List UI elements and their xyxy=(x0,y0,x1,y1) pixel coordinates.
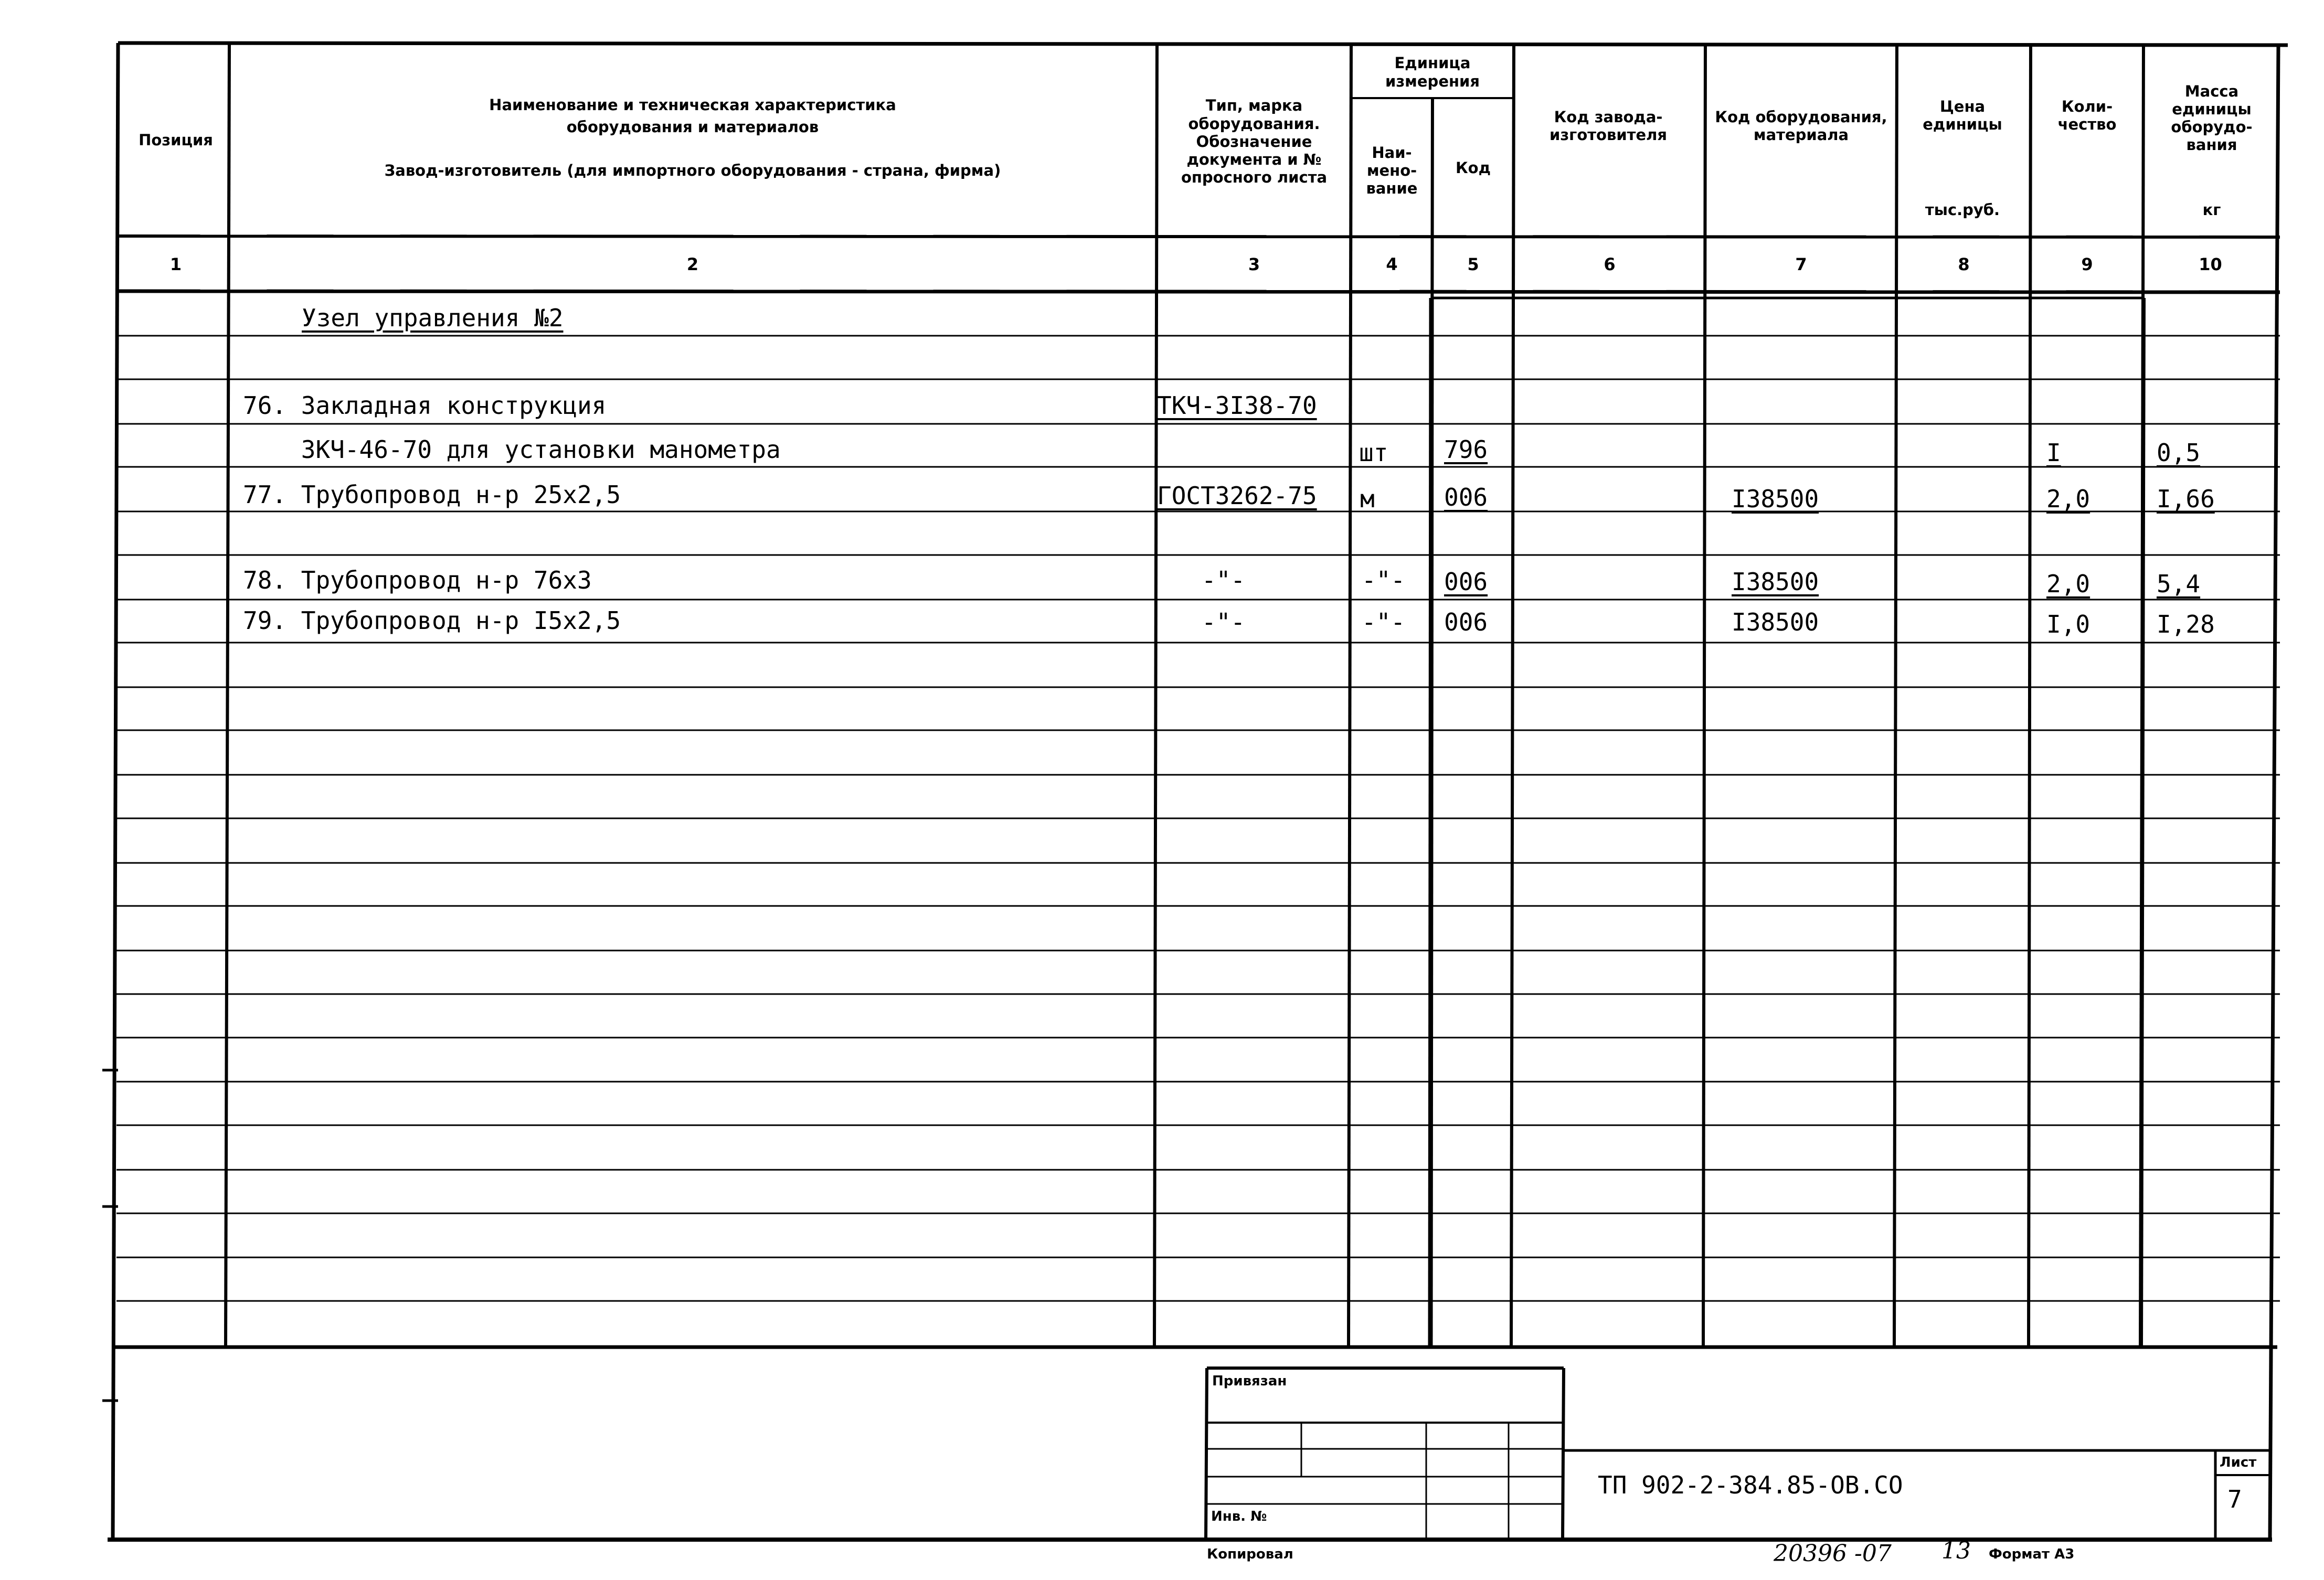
stamp-privyazan-label: Привязан xyxy=(1212,1373,1287,1389)
item-type: -"- xyxy=(1202,566,1246,594)
item-unit-code: 796 xyxy=(1444,435,1488,464)
item-mass: 0,5 xyxy=(2157,439,2201,467)
item-name: 77. Трубопровод н-р 25х2,5 xyxy=(243,481,621,509)
header-name-line1: Наименование и техническая характеристика xyxy=(489,95,896,114)
item-equipment-code: I38500 xyxy=(1732,568,1819,596)
header-name-line2: оборудования и материалов xyxy=(566,118,819,136)
item-unit-name: -"- xyxy=(1362,566,1406,594)
column-number: 2 xyxy=(686,254,699,274)
item-unit-code: 006 xyxy=(1444,483,1488,511)
header-position: Позиция xyxy=(139,131,213,149)
column-number: 6 xyxy=(1604,254,1616,274)
item-mass: I,28 xyxy=(2157,610,2215,638)
header-unit-mass: Масса единицы оборудо-вания xyxy=(2171,82,2253,154)
item-unit-name: -"- xyxy=(1362,608,1406,636)
column-number: 4 xyxy=(1386,254,1398,274)
item-mass: I,66 xyxy=(2157,485,2215,513)
column-number: 3 xyxy=(1248,254,1260,274)
column-number: 10 xyxy=(2199,254,2222,274)
item-type: ТКЧ-3I38-70 xyxy=(1157,391,1317,420)
item-type: ГОСТ3262-75 xyxy=(1157,482,1317,510)
column-number: 9 xyxy=(2081,254,2093,274)
column-number: 8 xyxy=(1958,254,1970,274)
header-unit-group: Единица измерения xyxy=(1385,54,1480,90)
header-type-mark: Тип, марка оборудования. Обозначение документа и № опросного листа xyxy=(1181,97,1328,187)
column-number: 5 xyxy=(1467,254,1479,274)
copied-by-label: Копировал xyxy=(1207,1546,1293,1562)
item-unit-name: шт xyxy=(1359,439,1388,467)
item-equipment-code: I38500 xyxy=(1732,608,1819,636)
header-unit-price: Цена единицы xyxy=(1923,97,2002,133)
sheet-label: Лист xyxy=(2220,1455,2257,1470)
header-quantity: Коли-чество xyxy=(2057,97,2117,133)
sheet-number: 7 xyxy=(2227,1485,2242,1513)
header-name-line3: Завод-изготовитель (для импортного оборудования - страна, фирма) xyxy=(384,161,1001,179)
item-mass: 5,4 xyxy=(2157,570,2201,598)
item-name: 76. Закладная конструкция xyxy=(243,391,607,420)
section-title: Узел управления №2 xyxy=(302,304,564,332)
format-label: Формат А3 xyxy=(1989,1546,2075,1562)
header-unit-code: Код xyxy=(1455,158,1491,177)
stamp-inventory-label: Инв. № xyxy=(1211,1509,1267,1524)
handwritten-archive-number: 20396 -07 xyxy=(1774,1540,1892,1567)
item-quantity: 2,0 xyxy=(2046,485,2090,513)
item-equipment-code: I38500 xyxy=(1732,485,1819,513)
header-mass-unit: кг xyxy=(2202,200,2221,219)
item-name: 79. Трубопровод н-р I5х2,5 xyxy=(243,606,621,635)
item-unit-code: 006 xyxy=(1444,568,1488,596)
column-number: 1 xyxy=(169,254,182,274)
item-type: -"- xyxy=(1202,608,1246,636)
document-code: ТП 902-2-384.85-ОВ.СО xyxy=(1598,1471,1903,1499)
item-quantity: 2,0 xyxy=(2046,570,2090,598)
item-unit-name: м xyxy=(1360,485,1375,513)
item-quantity: I,0 xyxy=(2046,610,2090,638)
column-number: 7 xyxy=(1795,254,1807,274)
item-quantity: I xyxy=(2046,439,2061,467)
header-price-unit: тыс.руб. xyxy=(1925,200,2000,219)
handwritten-page-number: 13 xyxy=(1941,1538,1971,1564)
header-equipment-code: Код оборудования, материала xyxy=(1715,108,1887,144)
header-manufacturer-code: Код завода-изготовителя xyxy=(1550,108,1667,144)
item-name: 3КЧ-46-70 для установки манометра xyxy=(243,435,781,464)
item-unit-code: 006 xyxy=(1444,608,1488,636)
item-name: 78. Трубопровод н-р 76х3 xyxy=(243,566,592,594)
header-unit-name: Наи-мено-вание xyxy=(1366,143,1418,198)
